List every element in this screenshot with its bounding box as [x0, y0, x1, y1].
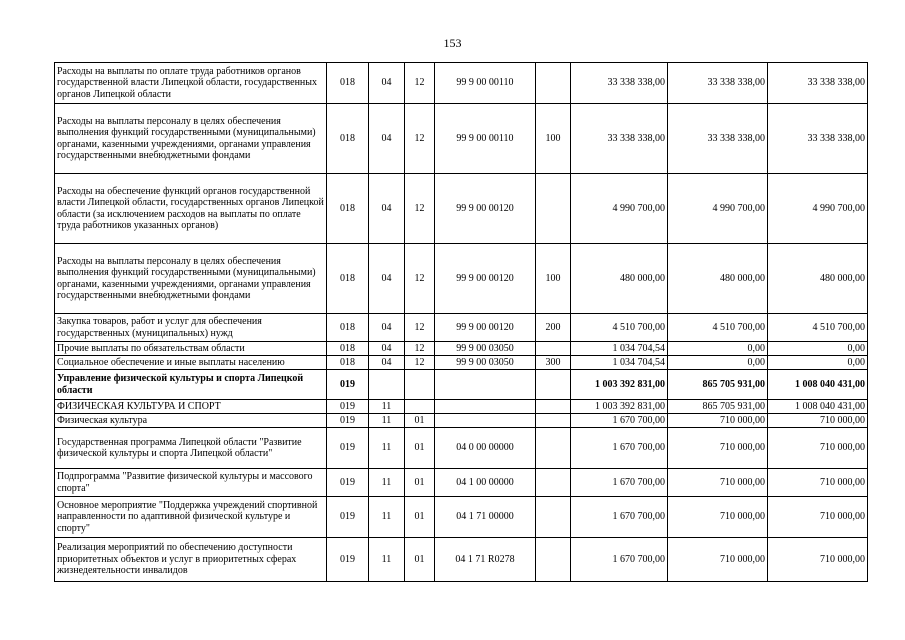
cell-rz: 11	[369, 497, 405, 538]
cell-name: Государственная программа Липецкой области "Развитие физической культуры и спорта Липецкой области"	[55, 428, 327, 469]
cell-sum-2: 480 000,00	[668, 244, 768, 314]
cell-pr: 12	[405, 244, 435, 314]
cell-rz: 04	[369, 174, 405, 244]
cell-csr: 99 9 00 03050	[435, 342, 536, 356]
cell-sum-3: 710 000,00	[768, 428, 868, 469]
cell-sum-2: 0,00	[668, 342, 768, 356]
cell-pr: 01	[405, 414, 435, 428]
cell-sum-1: 4 510 700,00	[571, 314, 668, 342]
cell-vr	[536, 370, 571, 400]
cell-vr	[536, 174, 571, 244]
cell-vr	[536, 414, 571, 428]
cell-rz: 04	[369, 356, 405, 370]
cell-vr	[536, 469, 571, 497]
cell-name: ФИЗИЧЕСКАЯ КУЛЬТУРА И СПОРТ	[55, 400, 327, 414]
cell-sum-3: 33 338 338,00	[768, 63, 868, 104]
table-row	[55, 244, 868, 314]
cell-vr	[536, 342, 571, 356]
cell-sum-2: 710 000,00	[668, 497, 768, 538]
cell-name: Физическая культура	[55, 414, 327, 428]
cell-sum-2: 710 000,00	[668, 469, 768, 497]
cell-rz: 11	[369, 469, 405, 497]
cell-ved: 018	[327, 342, 369, 356]
cell-name: Закупка товаров, работ и услуг для обеспечения государственных (муниципальных) нужд	[55, 314, 327, 342]
cell-name: Расходы на выплаты персоналу в целях обеспечения выполнения функций государственными (муниципальными) органами, казенными учреждениями, органами управления государственными внебюджетными фондами	[55, 104, 327, 174]
cell-sum-1: 1 670 700,00	[571, 414, 668, 428]
cell-pr: 12	[405, 356, 435, 370]
cell-ved: 019	[327, 414, 369, 428]
cell-sum-2: 4 510 700,00	[668, 314, 768, 342]
table-row	[55, 342, 868, 356]
cell-sum-1: 1 003 392 831,00	[571, 370, 668, 400]
cell-csr: 04 1 00 00000	[435, 469, 536, 497]
cell-sum-3: 710 000,00	[768, 497, 868, 538]
cell-sum-3: 0,00	[768, 356, 868, 370]
cell-sum-3: 710 000,00	[768, 538, 868, 582]
cell-csr: 99 9 00 00120	[435, 314, 536, 342]
cell-csr: 04 1 71 00000	[435, 497, 536, 538]
cell-sum-3: 1 008 040 431,00	[768, 370, 868, 400]
cell-vr	[536, 497, 571, 538]
cell-sum-2: 710 000,00	[668, 428, 768, 469]
cell-sum-3: 0,00	[768, 342, 868, 356]
cell-ved: 019	[327, 538, 369, 582]
cell-ved: 018	[327, 356, 369, 370]
cell-rz: 11	[369, 538, 405, 582]
cell-vr: 100	[536, 244, 571, 314]
cell-sum-3: 33 338 338,00	[768, 104, 868, 174]
cell-sum-1: 1 670 700,00	[571, 497, 668, 538]
cell-pr: 12	[405, 314, 435, 342]
cell-csr: 99 9 00 00120	[435, 174, 536, 244]
cell-sum-2: 33 338 338,00	[668, 104, 768, 174]
cell-sum-1: 1 670 700,00	[571, 469, 668, 497]
cell-ved: 019	[327, 370, 369, 400]
cell-sum-3: 480 000,00	[768, 244, 868, 314]
cell-sum-1: 33 338 338,00	[571, 63, 668, 104]
cell-sum-3: 710 000,00	[768, 469, 868, 497]
cell-sum-1: 1 670 700,00	[571, 428, 668, 469]
cell-sum-2: 4 990 700,00	[668, 174, 768, 244]
cell-pr: 12	[405, 104, 435, 174]
cell-sum-3: 1 008 040 431,00	[768, 400, 868, 414]
cell-rz: 11	[369, 428, 405, 469]
cell-rz: 04	[369, 63, 405, 104]
cell-sum-1: 4 990 700,00	[571, 174, 668, 244]
table-row	[55, 370, 868, 400]
table-row	[55, 356, 868, 370]
cell-sum-1: 480 000,00	[571, 244, 668, 314]
cell-vr	[536, 400, 571, 414]
cell-pr: 01	[405, 469, 435, 497]
cell-csr	[435, 400, 536, 414]
cell-sum-1: 1 034 704,54	[571, 342, 668, 356]
table-row	[55, 469, 868, 497]
cell-ved: 018	[327, 174, 369, 244]
cell-name: Расходы на выплаты по оплате труда работников органов государственной власти Липецкой области, государственных органов Липецкой области	[55, 63, 327, 104]
cell-rz: 04	[369, 104, 405, 174]
table-row	[55, 174, 868, 244]
cell-vr	[536, 428, 571, 469]
cell-sum-1: 1 003 392 831,00	[571, 400, 668, 414]
table-row	[55, 314, 868, 342]
cell-sum-2: 33 338 338,00	[668, 63, 768, 104]
cell-vr	[536, 63, 571, 104]
table-body	[55, 63, 868, 582]
cell-rz: 04	[369, 314, 405, 342]
budget-table	[54, 62, 868, 582]
cell-pr	[405, 400, 435, 414]
table-row	[55, 400, 868, 414]
cell-ved: 019	[327, 400, 369, 414]
cell-sum-2: 0,00	[668, 356, 768, 370]
cell-name: Реализация мероприятий по обеспечению доступности приоритетных объектов и услуг в приоритетных сферах жизнедеятельности инвалидов	[55, 538, 327, 582]
cell-sum-2: 710 000,00	[668, 538, 768, 582]
table-row	[55, 63, 868, 104]
cell-csr: 99 9 00 00110	[435, 63, 536, 104]
cell-pr: 12	[405, 174, 435, 244]
cell-name: Управление физической культуры и спорта Липецкой области	[55, 370, 327, 400]
cell-csr: 99 9 00 03050	[435, 356, 536, 370]
table-row	[55, 497, 868, 538]
cell-pr: 12	[405, 63, 435, 104]
cell-csr: 99 9 00 00120	[435, 244, 536, 314]
cell-name: Социальное обеспечение и иные выплаты населению	[55, 356, 327, 370]
cell-ved: 018	[327, 314, 369, 342]
cell-ved: 018	[327, 63, 369, 104]
page-number: 153	[443, 36, 462, 50]
cell-pr: 01	[405, 497, 435, 538]
cell-vr	[536, 538, 571, 582]
cell-ved: 019	[327, 497, 369, 538]
cell-pr: 01	[405, 428, 435, 469]
table-row	[55, 414, 868, 428]
cell-pr: 12	[405, 342, 435, 356]
cell-name: Расходы на выплаты персоналу в целях обеспечения выполнения функций государственными (муниципальными) органами, казенными учреждениями, органами управления государственными внебюджетными фондами	[55, 244, 327, 314]
cell-sum-3: 710 000,00	[768, 414, 868, 428]
cell-vr: 100	[536, 104, 571, 174]
cell-rz: 11	[369, 414, 405, 428]
cell-name: Прочие выплаты по обязательствам области	[55, 342, 327, 356]
table-row	[55, 538, 868, 582]
cell-csr	[435, 414, 536, 428]
cell-rz: 04	[369, 342, 405, 356]
cell-ved: 019	[327, 469, 369, 497]
cell-rz: 04	[369, 244, 405, 314]
cell-rz: 11	[369, 400, 405, 414]
cell-csr	[435, 370, 536, 400]
cell-rz	[369, 370, 405, 400]
cell-sum-3: 4 510 700,00	[768, 314, 868, 342]
table-row	[55, 428, 868, 469]
cell-ved: 019	[327, 428, 369, 469]
cell-ved: 018	[327, 104, 369, 174]
cell-sum-2: 710 000,00	[668, 414, 768, 428]
cell-csr: 04 1 71 R0278	[435, 538, 536, 582]
cell-sum-2: 865 705 931,00	[668, 370, 768, 400]
cell-pr: 01	[405, 538, 435, 582]
cell-vr: 200	[536, 314, 571, 342]
cell-ved: 018	[327, 244, 369, 314]
cell-pr	[405, 370, 435, 400]
cell-sum-1: 1 670 700,00	[571, 538, 668, 582]
cell-sum-1: 1 034 704,54	[571, 356, 668, 370]
cell-name: Основное мероприятие "Поддержка учреждений спортивной направленности по адаптивной физической культуре и спорту"	[55, 497, 327, 538]
cell-sum-1: 33 338 338,00	[571, 104, 668, 174]
cell-sum-3: 4 990 700,00	[768, 174, 868, 244]
cell-csr: 99 9 00 00110	[435, 104, 536, 174]
table-row	[55, 104, 868, 174]
cell-name: Расходы на обеспечение функций органов государственной власти Липецкой области, государственных органов Липецкой области (за исключением расходов на выплаты по оплате труда работников указанных органов)	[55, 174, 327, 244]
cell-vr: 300	[536, 356, 571, 370]
cell-csr: 04 0 00 00000	[435, 428, 536, 469]
cell-name: Подпрограмма "Развитие физической культуры и массового спорта"	[55, 469, 327, 497]
cell-sum-2: 865 705 931,00	[668, 400, 768, 414]
